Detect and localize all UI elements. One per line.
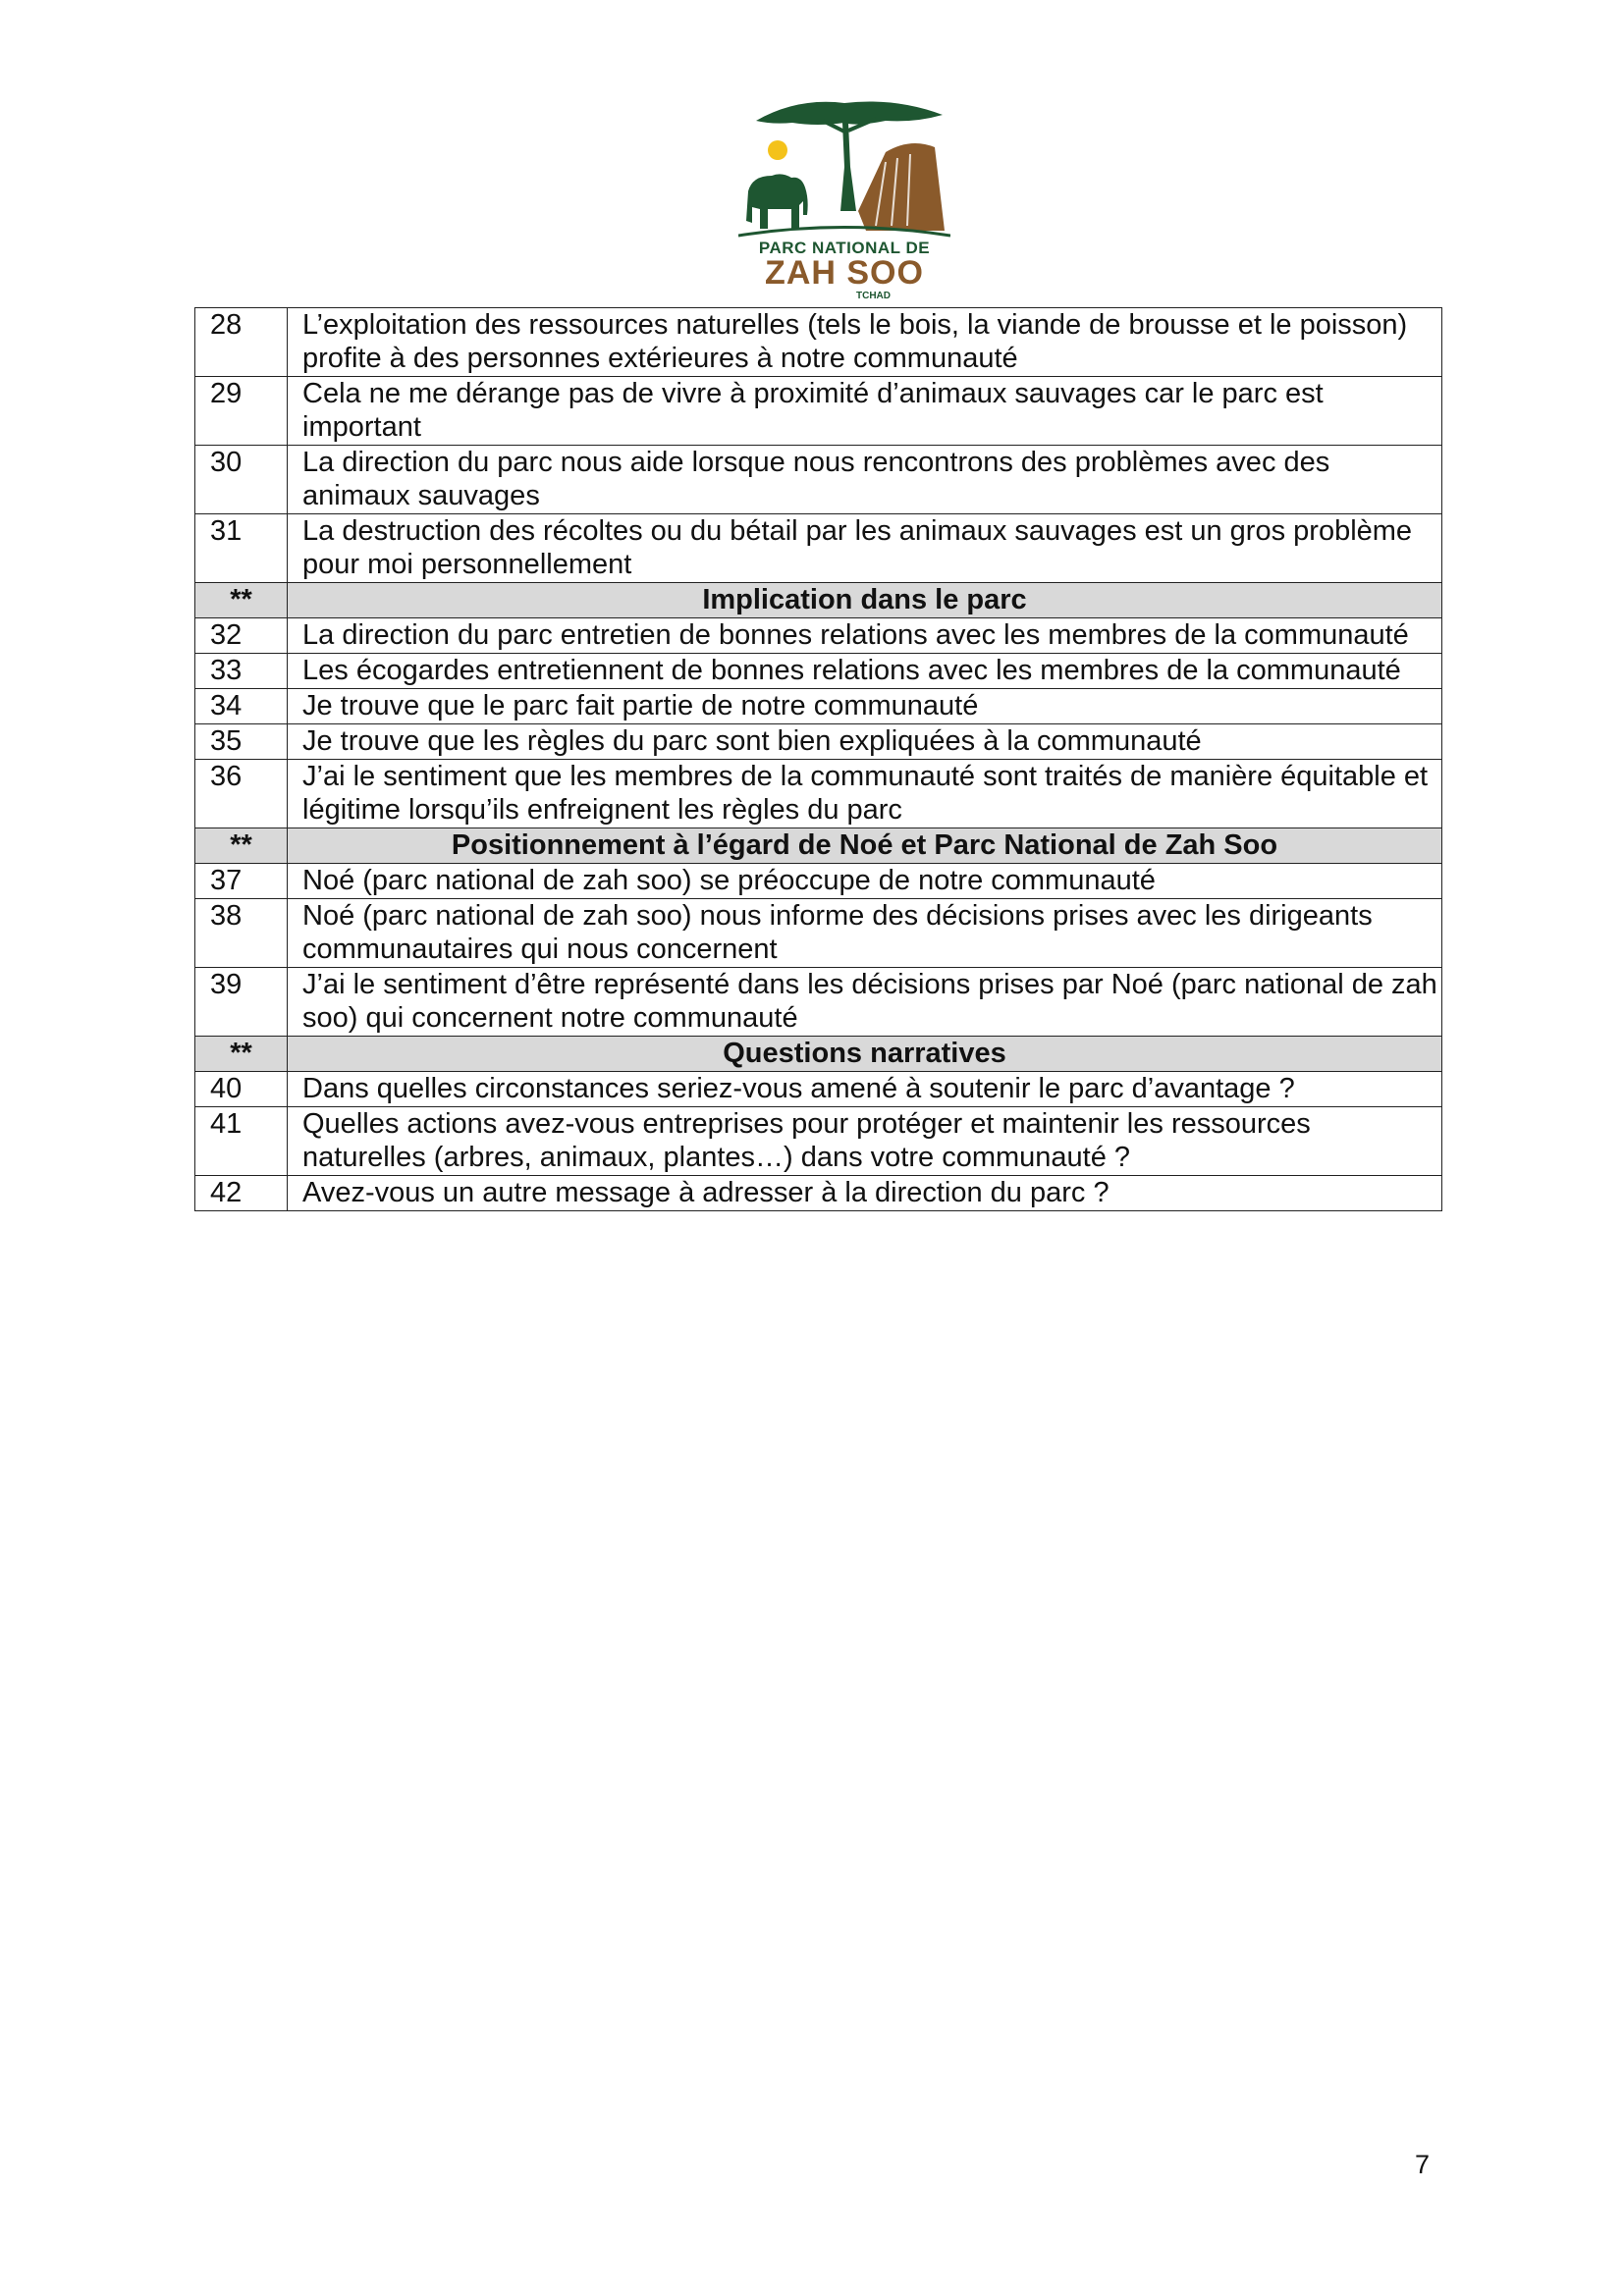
question-row bbox=[195, 377, 1442, 446]
question-number: 31 bbox=[195, 514, 288, 583]
logo-line3: TCHAD bbox=[856, 291, 891, 301]
question-row bbox=[195, 760, 1442, 828]
question-number: 32 bbox=[195, 618, 288, 654]
question-number: ** bbox=[195, 1037, 288, 1072]
question-text: Dans quelles circonstances seriez-vous amené à soutenir le parc d’avantage ? bbox=[288, 1072, 1442, 1107]
section-header-row bbox=[195, 1037, 1442, 1072]
question-text: L’exploitation des ressources naturelles (tels le bois, la viande de brousse et le poisson) profite à des personnes extérieures à notre communauté bbox=[288, 308, 1442, 377]
question-row bbox=[195, 724, 1442, 760]
logo-line1: PARC NATIONAL DE bbox=[758, 239, 931, 257]
question-text: Je trouve que le parc fait partie de notre communauté bbox=[288, 689, 1442, 724]
question-text: La destruction des récoltes ou du bétail par les animaux sauvages est un gros problème pour moi personnellement bbox=[288, 514, 1442, 583]
question-row bbox=[195, 899, 1442, 968]
question-row bbox=[195, 446, 1442, 514]
section-header-row bbox=[195, 828, 1442, 864]
question-number: ** bbox=[195, 828, 288, 864]
question-number: 39 bbox=[195, 968, 288, 1037]
section-title: Positionnement à l’égard de Noé et Parc National de Zah Soo bbox=[288, 828, 1442, 864]
question-number: 40 bbox=[195, 1072, 288, 1107]
question-row bbox=[195, 689, 1442, 724]
section-title: Questions narratives bbox=[288, 1037, 1442, 1072]
question-number: 33 bbox=[195, 654, 288, 689]
section-header-row bbox=[195, 583, 1442, 618]
question-number: 28 bbox=[195, 308, 288, 377]
question-row bbox=[195, 864, 1442, 899]
logo-emblem-icon bbox=[738, 93, 950, 240]
question-text: La direction du parc nous aide lorsque nous rencontrons des problèmes avec des animaux sauvages bbox=[288, 446, 1442, 514]
question-number: 30 bbox=[195, 446, 288, 514]
question-row bbox=[195, 1072, 1442, 1107]
park-logo bbox=[738, 93, 950, 304]
logo-line2: ZAH SOO bbox=[765, 254, 924, 292]
question-text: Je trouve que les règles du parc sont bien expliquées à la communauté bbox=[288, 724, 1442, 760]
question-text: Avez-vous un autre message à adresser à la direction du parc ? bbox=[288, 1176, 1442, 1211]
question-number: 42 bbox=[195, 1176, 288, 1211]
question-row bbox=[195, 1176, 1442, 1211]
section-title: Implication dans le parc bbox=[288, 583, 1442, 618]
question-number: 29 bbox=[195, 377, 288, 446]
question-text: Noé (parc national de zah soo) nous informe des décisions prises avec les dirigeants communautaires qui nous concernent bbox=[288, 899, 1442, 968]
question-row bbox=[195, 618, 1442, 654]
question-row bbox=[195, 514, 1442, 583]
question-number: 41 bbox=[195, 1107, 288, 1176]
question-number: 34 bbox=[195, 689, 288, 724]
question-text: La direction du parc entretien de bonnes relations avec les membres de la communauté bbox=[288, 618, 1442, 654]
question-row bbox=[195, 968, 1442, 1037]
questionnaire-body bbox=[195, 308, 1442, 1211]
page-number: 7 bbox=[1415, 2150, 1431, 2179]
question-row bbox=[195, 654, 1442, 689]
question-text: Noé (parc national de zah soo) se préoccupe de notre communauté bbox=[288, 864, 1442, 899]
question-text: Cela ne me dérange pas de vivre à proximité d’animaux sauvages car le parc est important bbox=[288, 377, 1442, 446]
question-text: Les écogardes entretiennent de bonnes relations avec les membres de la communauté bbox=[288, 654, 1442, 689]
question-number: 37 bbox=[195, 864, 288, 899]
question-row bbox=[195, 1107, 1442, 1176]
question-text: Quelles actions avez-vous entreprises pour protéger et maintenir les ressources naturelles (arbres, animaux, plantes…) dans votre communauté ? bbox=[288, 1107, 1442, 1176]
question-number: 35 bbox=[195, 724, 288, 760]
question-number: 38 bbox=[195, 899, 288, 968]
question-row bbox=[195, 308, 1442, 377]
questionnaire-table bbox=[194, 307, 1442, 1211]
question-text: J’ai le sentiment d’être représenté dans les décisions prises par Noé (parc national de zah soo) qui concernent notre communauté bbox=[288, 968, 1442, 1037]
question-number: ** bbox=[195, 583, 288, 618]
question-text: J’ai le sentiment que les membres de la communauté sont traités de manière équitable et légitime lorsqu’ils enfreignent les règles du parc bbox=[288, 760, 1442, 828]
question-number: 36 bbox=[195, 760, 288, 828]
